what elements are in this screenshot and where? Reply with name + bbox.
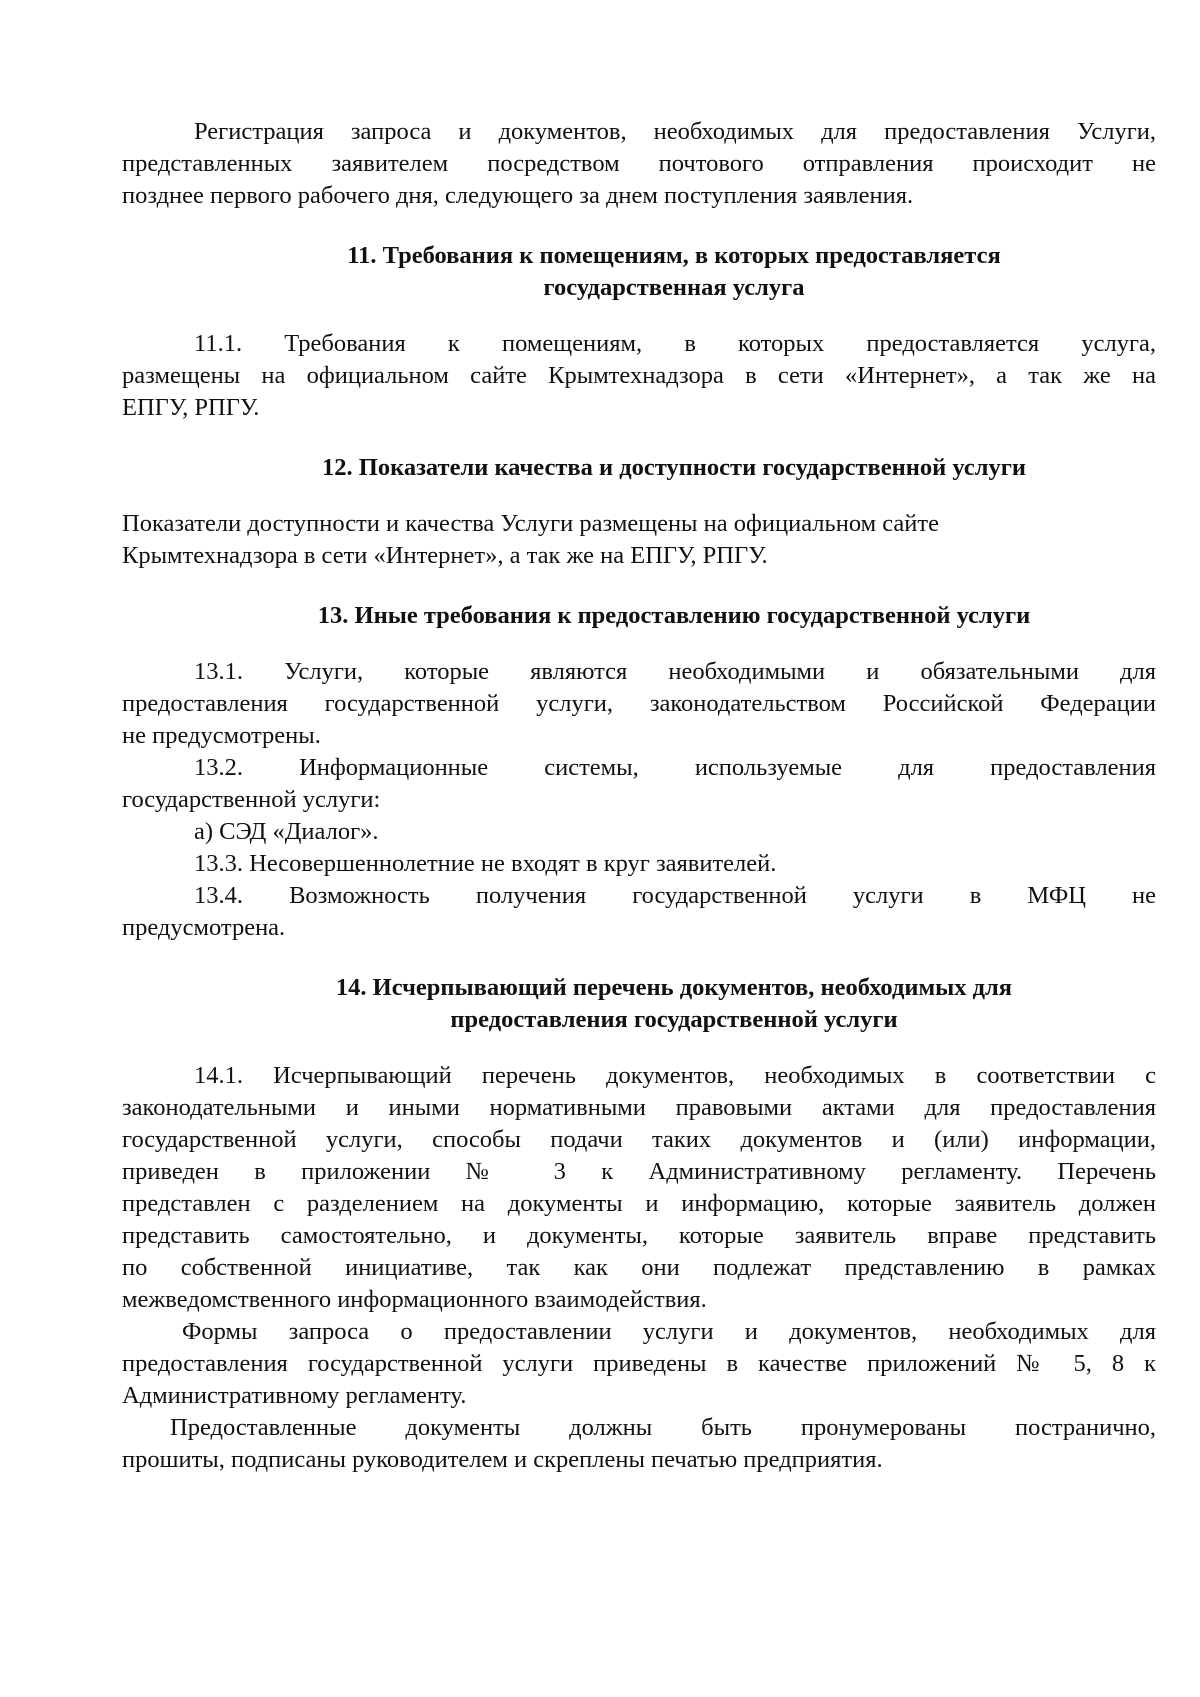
document-page bbox=[122, 112, 1156, 1476]
heading-line: 12. Показатели качества и доступности государственной услуги bbox=[322, 454, 1026, 481]
heading-line: 14. Исчерпывающий перечень документов, необходимых для bbox=[335, 974, 1013, 1001]
paragraph-11-1 bbox=[122, 328, 1156, 424]
paragraph-14-1 bbox=[122, 1060, 1156, 1316]
text-line: Показатели доступности и качества Услуги размещены на официальном сайте bbox=[122, 510, 939, 537]
text-line: представлен с разделением на документы и информацию, которые заявитель должен bbox=[122, 1190, 1156, 1217]
paragraph-13-2 bbox=[122, 752, 1156, 816]
text-line: ЕПГУ, РПГУ. bbox=[122, 394, 260, 421]
heading-line: предоставления государственной услуги bbox=[450, 1006, 898, 1033]
text-line: Крымтехнадзора в сети «Интернет», а так же на ЕПГУ, РПГУ. bbox=[122, 542, 768, 569]
text-line: размещены на официальном сайте Крымтехнадзора в сети «Интернет», а так же на bbox=[122, 362, 1156, 389]
section-heading-12 bbox=[122, 452, 1156, 484]
text-line: 11.1. Требования к помещениям, в которых предоставляется услуга, bbox=[194, 330, 1156, 357]
text-line: приведен в приложении № 3 к Административному регламенту. Перечень bbox=[122, 1158, 1156, 1185]
text-line: предоставления государственной услуги, законодательством Российской Федерации bbox=[122, 690, 1156, 717]
text-line: а) СЭД «Диалог». bbox=[194, 818, 379, 845]
heading-line: 13. Иные требования к предоставлению государственной услуги bbox=[317, 602, 1031, 629]
section-heading-11 bbox=[122, 240, 1156, 304]
text-line: государственной услуги: bbox=[122, 786, 381, 813]
paragraph-registration bbox=[122, 116, 1156, 212]
text-line: предоставления государственной услуги приведены в качестве приложений № 5, 8 к bbox=[122, 1350, 1156, 1377]
text-line: позднее первого рабочего дня, следующего за днем поступления заявления. bbox=[122, 182, 914, 209]
heading-line: государственная услуга bbox=[543, 274, 805, 301]
text-line: представить самостоятельно, и документы, которые заявитель вправе представить bbox=[122, 1222, 1156, 1249]
text-line: прошиты, подписаны руководителем и скреплены печатью предприятия. bbox=[122, 1446, 883, 1473]
text-line: законодательными и иными нормативными правовыми актами для предоставления bbox=[122, 1094, 1156, 1121]
paragraph-12 bbox=[122, 508, 1156, 572]
heading-line: 11. Требования к помещениям, в которых предоставляется bbox=[347, 242, 1001, 269]
text-line: 14.1. Исчерпывающий перечень документов, необходимых в соответствии с bbox=[194, 1062, 1156, 1089]
section-heading-13 bbox=[122, 600, 1156, 632]
paragraph-14-forms bbox=[122, 1316, 1156, 1412]
text-line: по собственной инициативе, так как они подлежат представлению в рамках bbox=[122, 1254, 1156, 1281]
text-line: Формы запроса о предоставлении услуги и документов, необходимых для bbox=[182, 1318, 1156, 1345]
text-line: не предусмотрены. bbox=[122, 722, 321, 749]
paragraph-13-2-a bbox=[122, 816, 1156, 848]
text-line: государственной услуги, способы подачи таких документов и (или) информации, bbox=[122, 1126, 1156, 1153]
text-line: 13.3. Несовершеннолетние не входят в круг заявителей. bbox=[194, 850, 777, 877]
text-line: Регистрация запроса и документов, необходимых для предоставления Услуги, bbox=[194, 118, 1156, 145]
text-line: предусмотрена. bbox=[122, 914, 286, 941]
text-line: 13.4. Возможность получения государственной услуги в МФЦ не bbox=[194, 882, 1156, 909]
paragraph-14-documents bbox=[122, 1412, 1156, 1476]
section-heading-14 bbox=[122, 972, 1156, 1036]
paragraph-13-3 bbox=[122, 848, 1156, 880]
text-line: 13.2. Информационные системы, используемые для предоставления bbox=[194, 754, 1156, 781]
text-line: Предоставленные документы должны быть пронумерованы постранично, bbox=[170, 1414, 1156, 1441]
text-line: 13.1. Услуги, которые являются необходимыми и обязательными для bbox=[194, 658, 1156, 685]
paragraph-13-1 bbox=[122, 656, 1156, 752]
text-line: межведомственного информационного взаимодействия. bbox=[122, 1286, 707, 1313]
paragraph-13-4 bbox=[122, 880, 1156, 944]
text-line: Административному регламенту. bbox=[122, 1382, 467, 1409]
text-line: представленных заявителем посредством почтового отправления происходит не bbox=[122, 150, 1156, 177]
